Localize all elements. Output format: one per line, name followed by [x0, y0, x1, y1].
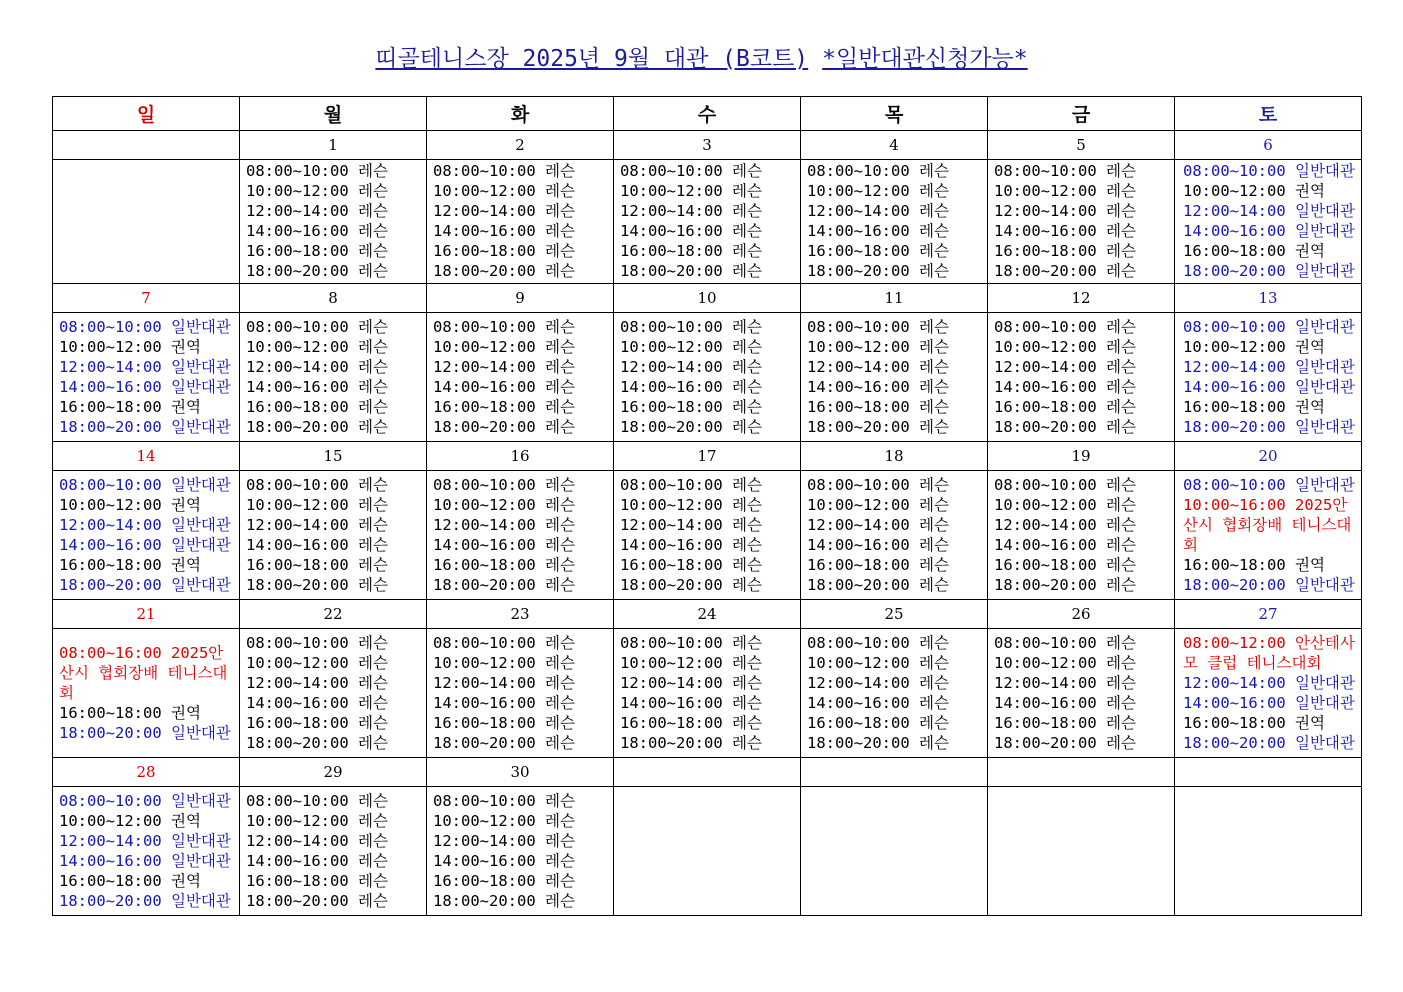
schedule-entry: 14:00~16:00 레슨	[807, 377, 949, 396]
schedule-entry: 14:00~16:00 레슨	[994, 222, 1136, 240]
schedule-entry: 18:00~20:00 레슨	[994, 262, 1136, 280]
schedule-entry: 16:00~18:00 레슨	[246, 555, 388, 574]
day-cell	[427, 471, 614, 600]
day-cell	[1175, 629, 1362, 758]
schedule-entry: 12:00~14:00 일반대관	[1183, 673, 1355, 692]
date-number: 3	[614, 131, 801, 160]
day-cell	[801, 313, 988, 442]
schedule-entry: 18:00~20:00 레슨	[620, 575, 762, 594]
schedule-entry: 18:00~20:00 일반대관	[1183, 575, 1355, 594]
schedule-entry: 12:00~14:00 일반대관	[1183, 202, 1355, 220]
date-number-row	[53, 131, 1362, 160]
date-number	[988, 758, 1175, 787]
date-number-row	[53, 442, 1362, 471]
schedule-entry: 12:00~14:00 레슨	[433, 357, 575, 376]
schedule-entry: 18:00~20:00 레슨	[433, 575, 575, 594]
schedule-entry: 12:00~14:00 레슨	[620, 202, 762, 220]
schedule-entry: 18:00~20:00 레슨	[433, 891, 575, 910]
schedule-entry: 18:00~20:00 일반대관	[59, 417, 231, 436]
schedule-entry: 10:00~12:00 레슨	[994, 495, 1136, 514]
schedule-entry: 10:00~12:00 레슨	[807, 653, 949, 672]
date-number: 26	[988, 600, 1175, 629]
date-number: 22	[240, 600, 427, 629]
schedule-entry: 14:00~16:00 레슨	[433, 377, 575, 396]
schedule-entry: 16:00~18:00 레슨	[246, 713, 388, 732]
date-number	[53, 131, 240, 160]
schedule-entry: 16:00~18:00 레슨	[807, 242, 949, 260]
schedule-entry: 18:00~20:00 일반대관	[1183, 733, 1355, 752]
schedule-entry: 12:00~14:00 일반대관	[59, 831, 231, 850]
schedule-entry: 10:00~12:00 권역	[1183, 337, 1325, 356]
schedule-entry: 14:00~16:00 레슨	[620, 222, 762, 240]
schedule-entry: 12:00~14:00 레슨	[807, 515, 949, 534]
schedule-entry: 10:00~12:00 레슨	[994, 337, 1136, 356]
schedule-entry: 14:00~16:00 일반대관	[59, 851, 231, 870]
schedule-entry: 14:00~16:00 일반대관	[1183, 693, 1355, 712]
schedule-entry: 16:00~18:00 레슨	[994, 242, 1136, 260]
schedule-entry: 16:00~18:00 권역	[59, 703, 201, 722]
schedule-entry: 08:00~10:00 레슨	[246, 475, 388, 494]
schedule-entry: 16:00~18:00 레슨	[620, 242, 762, 260]
schedule-entry: 14:00~16:00 레슨	[433, 222, 575, 240]
date-number	[614, 758, 801, 787]
schedule-entry: 16:00~18:00 권역	[1183, 397, 1325, 416]
date-number: 16	[427, 442, 614, 471]
schedule-entry: 16:00~18:00 레슨	[246, 397, 388, 416]
schedule-entry: 10:00~12:00 권역	[59, 495, 201, 514]
weekday-sat: 토	[1175, 97, 1362, 131]
schedule-entry: 18:00~20:00 레슨	[246, 891, 388, 910]
day-cell	[1175, 471, 1362, 600]
schedule-entry: 18:00~20:00 레슨	[246, 262, 388, 280]
schedule-entry: 08:00~10:00 레슨	[246, 162, 388, 180]
schedule-entry: 16:00~18:00 레슨	[807, 555, 949, 574]
day-cell	[53, 787, 240, 916]
schedule-entry: 14:00~16:00 일반대관	[1183, 377, 1355, 396]
schedule-entry: 10:00~16:00 2025안산시 협회장배 테니스대회	[1183, 495, 1352, 554]
schedule-entry: 18:00~20:00 레슨	[246, 575, 388, 594]
schedule-entry: 08:00~16:00 2025안산시 협회장배 테니스대회	[59, 643, 228, 702]
schedule-entry: 08:00~12:00 안산테사모 클럽 테니스대회	[1183, 633, 1355, 672]
title-main: 띠골테니스장 2025년 9월 대관 (B코트)	[375, 46, 809, 72]
schedule-entry: 14:00~16:00 레슨	[807, 222, 949, 240]
schedule-entry: 14:00~16:00 일반대관	[1183, 222, 1355, 240]
day-cell	[1175, 160, 1362, 284]
schedule-entry: 16:00~18:00 권역	[59, 397, 201, 416]
schedule-entry: 16:00~18:00 레슨	[807, 397, 949, 416]
title-note: *일반대관신청가능*	[822, 46, 1028, 72]
schedule-entry: 08:00~10:00 레슨	[807, 317, 949, 336]
schedule-entry: 08:00~10:00 일반대관	[1183, 162, 1355, 180]
weekday-wed: 수	[614, 97, 801, 131]
schedule-entry: 12:00~14:00 레슨	[433, 831, 575, 850]
day-cell	[614, 471, 801, 600]
day-cell	[427, 629, 614, 758]
date-number: 1	[240, 131, 427, 160]
schedule-entry: 10:00~12:00 레슨	[433, 182, 575, 200]
day-cell	[53, 471, 240, 600]
schedule-entry: 14:00~16:00 레슨	[433, 535, 575, 554]
schedule-entry: 18:00~20:00 레슨	[433, 733, 575, 752]
schedule-entry: 16:00~18:00 레슨	[994, 555, 1136, 574]
day-cell	[240, 629, 427, 758]
date-number: 10	[614, 284, 801, 313]
schedule-entry: 12:00~14:00 레슨	[433, 673, 575, 692]
day-cell	[53, 313, 240, 442]
schedule-entry: 08:00~10:00 레슨	[994, 475, 1136, 494]
schedule-entry: 10:00~12:00 레슨	[994, 653, 1136, 672]
schedule-entry: 18:00~20:00 레슨	[433, 262, 575, 280]
schedule-entry: 18:00~20:00 레슨	[246, 417, 388, 436]
date-number: 21	[53, 600, 240, 629]
date-number	[801, 758, 988, 787]
schedule-entry: 10:00~12:00 레슨	[433, 337, 575, 356]
schedule-entry: 08:00~10:00 레슨	[807, 162, 949, 180]
date-number	[1175, 758, 1362, 787]
schedule-entry: 16:00~18:00 레슨	[433, 242, 575, 260]
schedule-entry: 08:00~10:00 레슨	[620, 162, 762, 180]
schedule-entry: 10:00~12:00 레슨	[994, 182, 1136, 200]
schedule-entry: 08:00~10:00 일반대관	[59, 317, 231, 336]
schedule-entry: 10:00~12:00 권역	[59, 337, 201, 356]
date-number: 12	[988, 284, 1175, 313]
schedule-entry: 08:00~10:00 레슨	[433, 317, 575, 336]
schedule-entry: 18:00~20:00 일반대관	[1183, 417, 1355, 436]
schedule-entry: 12:00~14:00 레슨	[246, 202, 388, 220]
schedule-entry: 08:00~10:00 레슨	[620, 317, 762, 336]
schedule-entry: 14:00~16:00 일반대관	[59, 377, 231, 396]
schedule-entry: 18:00~20:00 일반대관	[59, 575, 231, 594]
schedule-entry: 18:00~20:00 레슨	[807, 733, 949, 752]
schedule-entry: 12:00~14:00 레슨	[433, 202, 575, 220]
weekday-mon: 월	[240, 97, 427, 131]
schedule-entry: 18:00~20:00 레슨	[620, 262, 762, 280]
schedule-entry: 08:00~10:00 레슨	[433, 791, 575, 810]
schedule-entry: 10:00~12:00 레슨	[807, 182, 949, 200]
schedule-entry: 08:00~10:00 레슨	[246, 633, 388, 652]
schedule-entry: 10:00~12:00 레슨	[433, 811, 575, 830]
page-title	[0, 40, 1403, 73]
day-cell	[988, 160, 1175, 284]
weekday-sun: 일	[53, 97, 240, 131]
day-cell	[1175, 313, 1362, 442]
schedule-entry: 12:00~14:00 레슨	[807, 202, 949, 220]
date-number: 27	[1175, 600, 1362, 629]
schedule-entry: 12:00~14:00 레슨	[994, 202, 1136, 220]
schedule-entry: 12:00~14:00 레슨	[807, 357, 949, 376]
schedule-entry: 16:00~18:00 레슨	[620, 713, 762, 732]
schedule-row	[53, 313, 1362, 442]
day-cell	[53, 629, 240, 758]
date-number: 7	[53, 284, 240, 313]
day-cell	[801, 471, 988, 600]
schedule-entry: 18:00~20:00 일반대관	[59, 723, 231, 742]
schedule-entry: 10:00~12:00 레슨	[246, 337, 388, 356]
day-cell	[801, 629, 988, 758]
schedule-entry: 12:00~14:00 레슨	[994, 515, 1136, 534]
schedule-entry: 08:00~10:00 일반대관	[59, 475, 231, 494]
day-cell	[427, 160, 614, 284]
schedule-entry: 12:00~14:00 레슨	[246, 831, 388, 850]
day-cell	[988, 629, 1175, 758]
date-number: 6	[1175, 131, 1362, 160]
date-number: 2	[427, 131, 614, 160]
schedule-entry: 08:00~10:00 레슨	[433, 162, 575, 180]
date-number-row	[53, 284, 1362, 313]
day-cell	[427, 787, 614, 916]
schedule-entry: 14:00~16:00 레슨	[246, 535, 388, 554]
schedule-entry: 10:00~12:00 레슨	[807, 337, 949, 356]
schedule-entry: 14:00~16:00 레슨	[246, 851, 388, 870]
day-cell	[801, 160, 988, 284]
day-cell	[614, 160, 801, 284]
date-number: 15	[240, 442, 427, 471]
schedule-entry: 14:00~16:00 레슨	[620, 535, 762, 554]
date-number: 19	[988, 442, 1175, 471]
schedule-entry: 10:00~12:00 권역	[1183, 182, 1325, 200]
schedule-entry: 14:00~16:00 레슨	[994, 377, 1136, 396]
schedule-entry: 12:00~14:00 레슨	[994, 357, 1136, 376]
schedule-entry: 14:00~16:00 레슨	[433, 851, 575, 870]
schedule-entry: 16:00~18:00 레슨	[433, 871, 575, 890]
day-cell	[614, 629, 801, 758]
schedule-entry: 12:00~14:00 일반대관	[1183, 357, 1355, 376]
date-number: 29	[240, 758, 427, 787]
day-cell	[240, 787, 427, 916]
schedule-entry: 14:00~16:00 레슨	[620, 693, 762, 712]
schedule-entry: 10:00~12:00 레슨	[620, 495, 762, 514]
schedule-entry: 16:00~18:00 레슨	[807, 713, 949, 732]
day-cell	[988, 313, 1175, 442]
schedule-entry: 14:00~16:00 레슨	[994, 535, 1136, 554]
schedule-entry: 12:00~14:00 레슨	[994, 673, 1136, 692]
day-cell	[240, 160, 427, 284]
schedule-entry: 08:00~10:00 레슨	[620, 633, 762, 652]
schedule-entry: 18:00~20:00 레슨	[620, 417, 762, 436]
schedule-entry: 10:00~12:00 레슨	[620, 337, 762, 356]
day-cell	[240, 471, 427, 600]
schedule-entry: 12:00~14:00 레슨	[807, 673, 949, 692]
schedule-entry: 10:00~12:00 레슨	[246, 653, 388, 672]
date-number: 4	[801, 131, 988, 160]
day-cell	[614, 313, 801, 442]
schedule-entry: 12:00~14:00 일반대관	[59, 515, 231, 534]
date-number: 18	[801, 442, 988, 471]
schedule-entry: 08:00~10:00 레슨	[807, 475, 949, 494]
schedule-row	[53, 629, 1362, 758]
schedule-entry: 14:00~16:00 레슨	[246, 377, 388, 396]
date-number: 9	[427, 284, 614, 313]
schedule-entry: 12:00~14:00 레슨	[246, 515, 388, 534]
date-number: 5	[988, 131, 1175, 160]
schedule-entry: 14:00~16:00 레슨	[433, 693, 575, 712]
day-cell	[240, 313, 427, 442]
schedule-entry: 08:00~10:00 레슨	[994, 162, 1136, 180]
schedule-entry: 08:00~10:00 레슨	[994, 633, 1136, 652]
weekday-fri: 금	[988, 97, 1175, 131]
date-number: 17	[614, 442, 801, 471]
date-number: 24	[614, 600, 801, 629]
date-number: 11	[801, 284, 988, 313]
schedule-entry: 12:00~14:00 레슨	[246, 673, 388, 692]
schedule-entry: 10:00~12:00 레슨	[246, 182, 388, 200]
schedule-entry: 16:00~18:00 권역	[59, 555, 201, 574]
day-cell	[801, 787, 988, 916]
schedule-entry: 08:00~10:00 일반대관	[1183, 475, 1355, 494]
schedule-entry: 14:00~16:00 레슨	[246, 222, 388, 240]
schedule-entry: 18:00~20:00 레슨	[994, 733, 1136, 752]
schedule-entry: 08:00~10:00 일반대관	[1183, 317, 1355, 336]
schedule-entry: 18:00~20:00 레슨	[807, 575, 949, 594]
date-number: 8	[240, 284, 427, 313]
schedule-entry: 14:00~16:00 레슨	[994, 693, 1136, 712]
schedule-entry: 16:00~18:00 레슨	[994, 397, 1136, 416]
schedule-entry: 14:00~16:00 레슨	[807, 535, 949, 554]
schedule-entry: 12:00~14:00 일반대관	[59, 357, 231, 376]
day-cell	[988, 787, 1175, 916]
schedule-entry: 16:00~18:00 권역	[1183, 555, 1325, 574]
day-cell	[427, 313, 614, 442]
date-number: 25	[801, 600, 988, 629]
schedule-entry: 08:00~10:00 레슨	[246, 317, 388, 336]
schedule-entry: 14:00~16:00 일반대관	[59, 535, 231, 554]
schedule-entry: 10:00~12:00 레슨	[246, 811, 388, 830]
schedule-entry: 18:00~20:00 레슨	[807, 262, 949, 280]
schedule-entry: 16:00~18:00 레슨	[433, 555, 575, 574]
date-number-row	[53, 758, 1362, 787]
schedule-entry: 16:00~18:00 권역	[1183, 242, 1325, 260]
date-number: 28	[53, 758, 240, 787]
schedule-entry: 14:00~16:00 레슨	[246, 693, 388, 712]
schedule-row	[53, 471, 1362, 600]
schedule-entry: 16:00~18:00 권역	[1183, 713, 1325, 732]
date-number: 20	[1175, 442, 1362, 471]
schedule-entry: 12:00~14:00 레슨	[620, 673, 762, 692]
schedule-entry: 08:00~10:00 레슨	[433, 475, 575, 494]
schedule-entry: 18:00~20:00 레슨	[433, 417, 575, 436]
schedule-row	[53, 160, 1362, 284]
weekday-header-row	[53, 97, 1362, 131]
schedule-entry: 16:00~18:00 레슨	[620, 397, 762, 416]
date-number: 13	[1175, 284, 1362, 313]
day-cell	[1175, 787, 1362, 916]
schedule-entry: 10:00~12:00 레슨	[246, 495, 388, 514]
schedule-entry: 08:00~10:00 레슨	[433, 633, 575, 652]
schedule-entry: 10:00~12:00 레슨	[620, 182, 762, 200]
schedule-entry: 16:00~18:00 레슨	[433, 397, 575, 416]
schedule-entry: 18:00~20:00 레슨	[807, 417, 949, 436]
schedule-entry: 16:00~18:00 권역	[59, 871, 201, 890]
schedule-entry: 10:00~12:00 레슨	[807, 495, 949, 514]
schedule-entry: 12:00~14:00 레슨	[620, 515, 762, 534]
schedule-row	[53, 787, 1362, 916]
schedule-entry: 16:00~18:00 레슨	[620, 555, 762, 574]
date-number: 30	[427, 758, 614, 787]
date-number-row	[53, 600, 1362, 629]
schedule-entry: 08:00~10:00 레슨	[246, 791, 388, 810]
schedule-entry: 08:00~10:00 일반대관	[59, 791, 231, 810]
day-cell	[988, 471, 1175, 600]
schedule-entry: 16:00~18:00 레슨	[246, 871, 388, 890]
calendar-table	[52, 96, 1362, 916]
date-number: 23	[427, 600, 614, 629]
schedule-entry: 16:00~18:00 레슨	[994, 713, 1136, 732]
schedule-entry: 16:00~18:00 레슨	[433, 713, 575, 732]
schedule-entry: 18:00~20:00 일반대관	[1183, 262, 1355, 280]
schedule-entry: 14:00~16:00 레슨	[620, 377, 762, 396]
schedule-entry: 12:00~14:00 레슨	[246, 357, 388, 376]
day-cell	[53, 160, 240, 284]
weekday-tue: 화	[427, 97, 614, 131]
day-cell	[614, 787, 801, 916]
schedule-entry: 18:00~20:00 레슨	[994, 417, 1136, 436]
schedule-entry: 10:00~12:00 권역	[59, 811, 201, 830]
schedule-entry: 08:00~10:00 레슨	[807, 633, 949, 652]
schedule-entry: 18:00~20:00 레슨	[994, 575, 1136, 594]
schedule-entry: 18:00~20:00 일반대관	[59, 891, 231, 910]
schedule-entry: 10:00~12:00 레슨	[433, 653, 575, 672]
date-number: 14	[53, 442, 240, 471]
schedule-entry: 08:00~10:00 레슨	[620, 475, 762, 494]
weekday-thu: 목	[801, 97, 988, 131]
schedule-entry: 08:00~10:00 레슨	[994, 317, 1136, 336]
schedule-entry: 10:00~12:00 레슨	[433, 495, 575, 514]
schedule-entry: 14:00~16:00 레슨	[807, 693, 949, 712]
schedule-entry: 16:00~18:00 레슨	[246, 242, 388, 260]
schedule-entry: 18:00~20:00 레슨	[246, 733, 388, 752]
schedule-entry: 10:00~12:00 레슨	[620, 653, 762, 672]
schedule-entry: 12:00~14:00 레슨	[433, 515, 575, 534]
schedule-entry: 18:00~20:00 레슨	[620, 733, 762, 752]
schedule-entry: 12:00~14:00 레슨	[620, 357, 762, 376]
